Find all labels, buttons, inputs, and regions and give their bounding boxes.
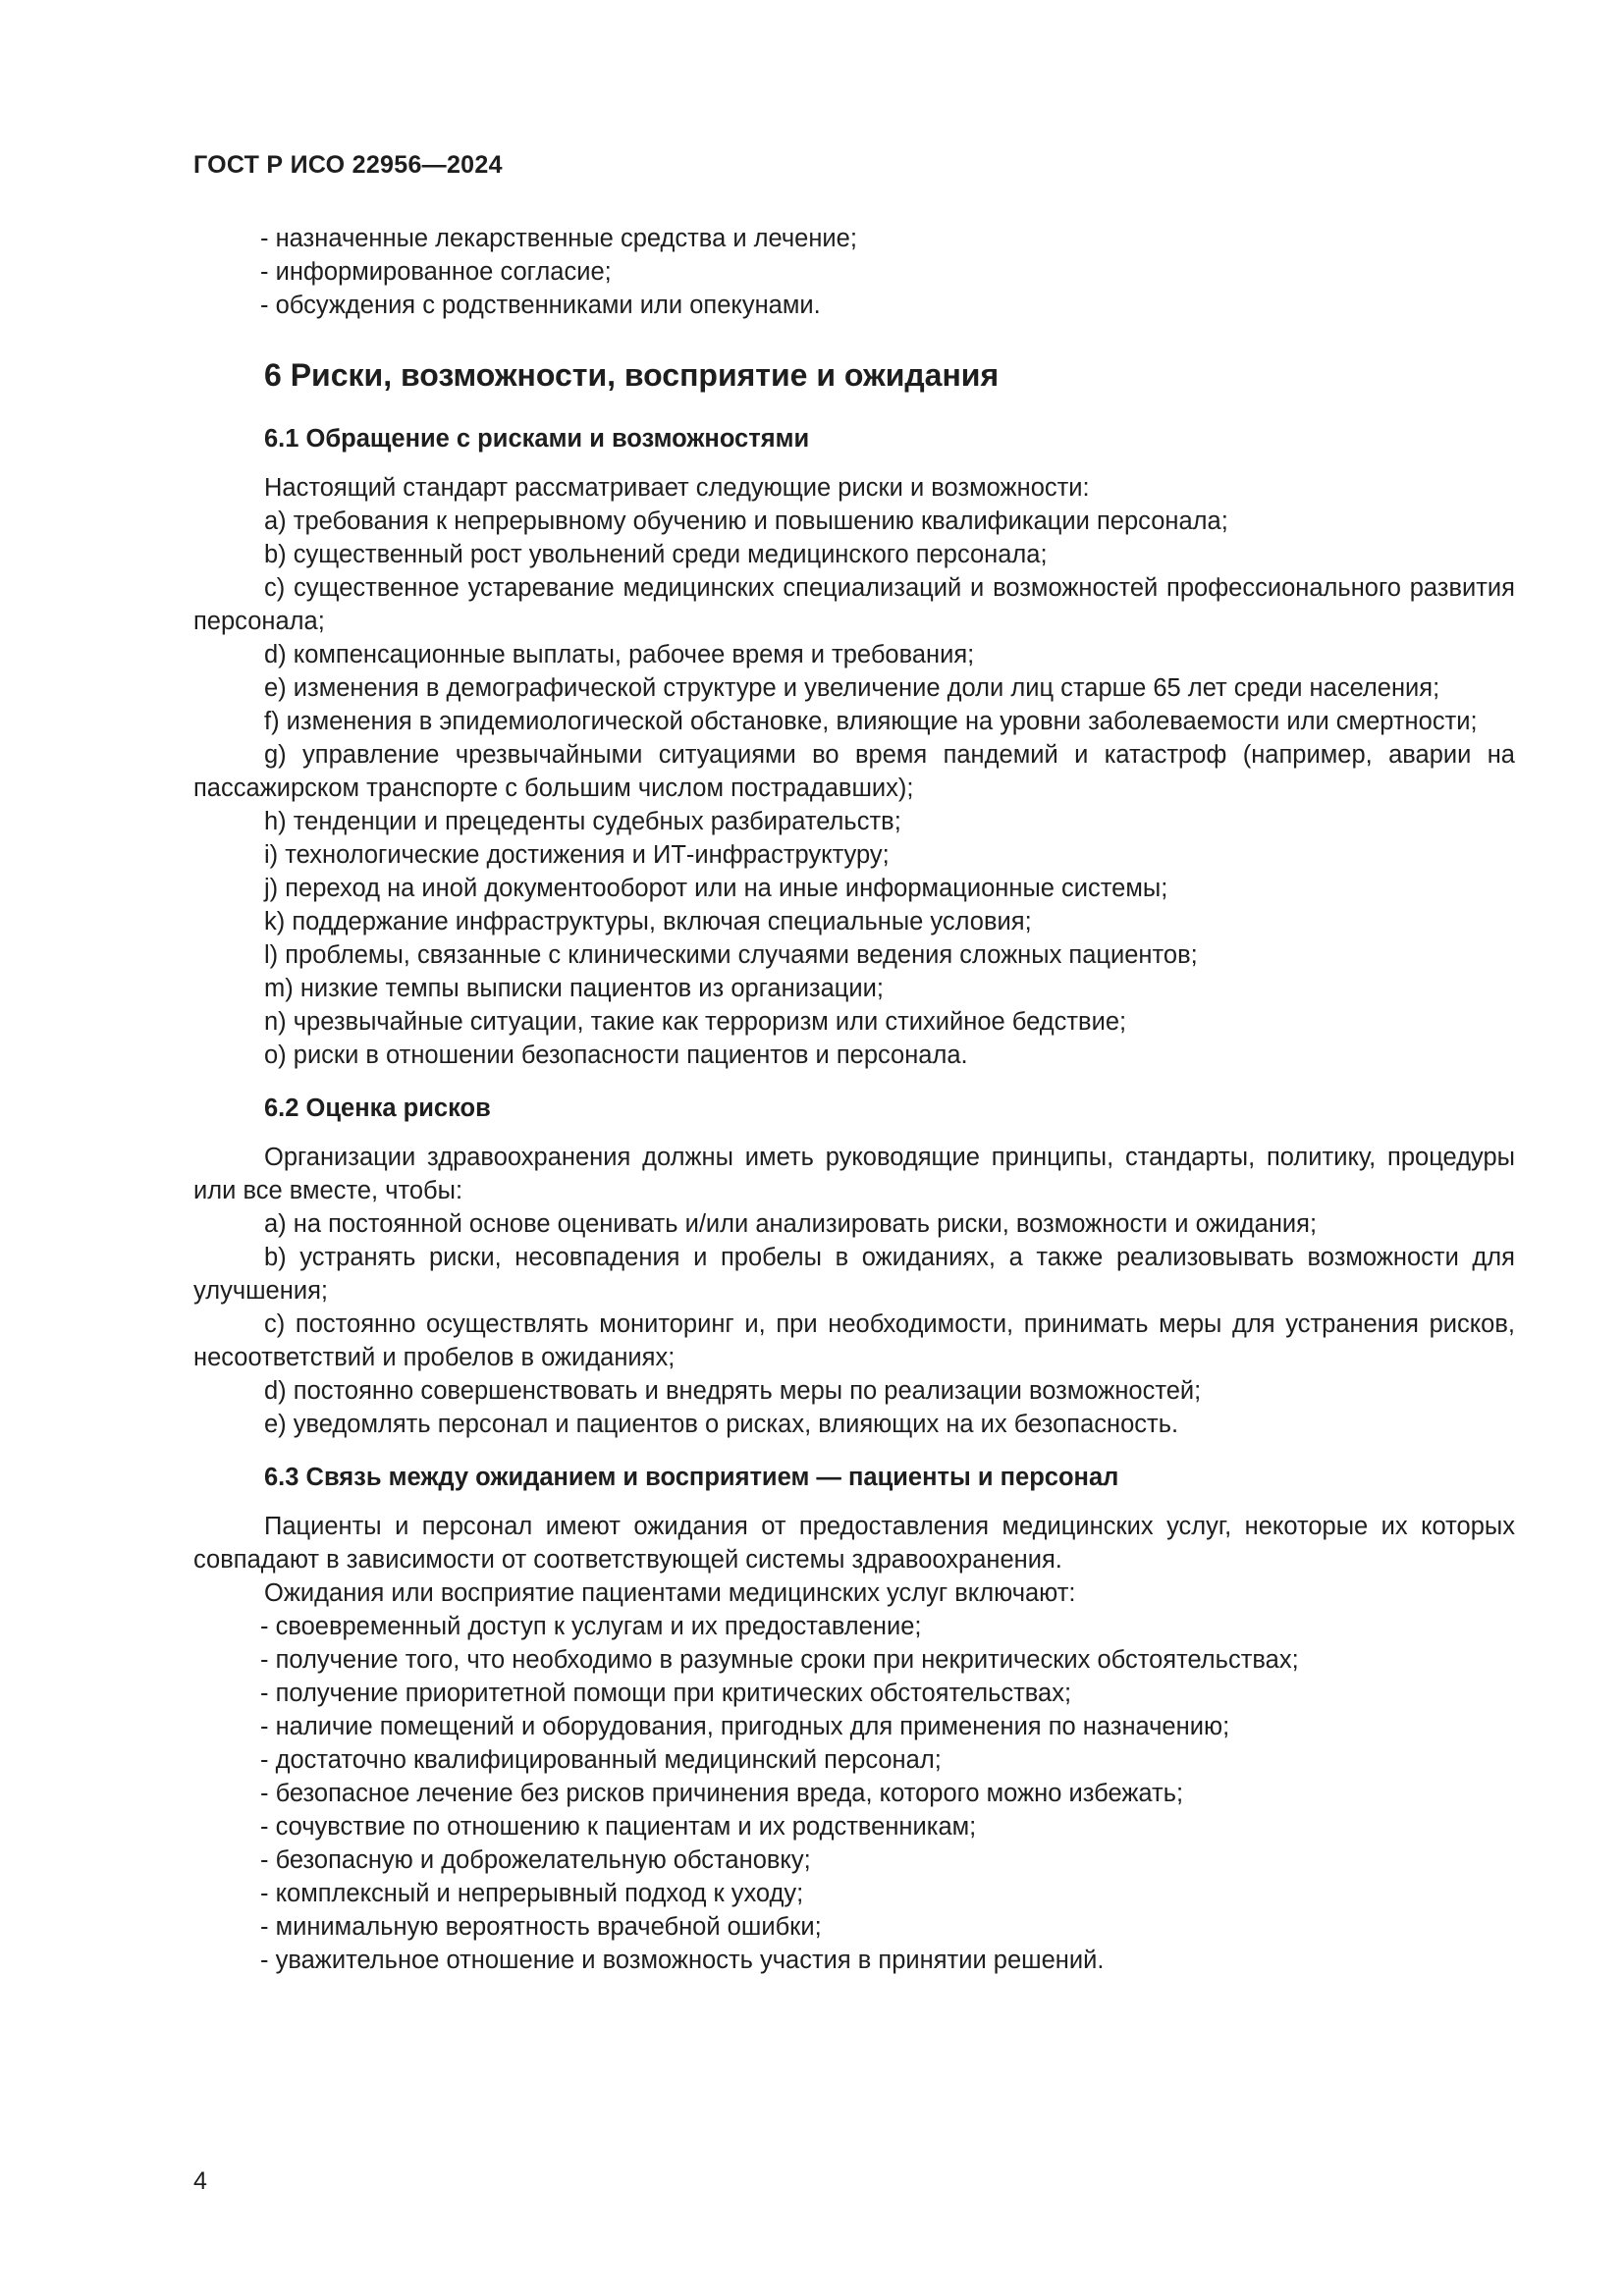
list-item: c) постоянно осуществлять мониторинг и, при необходимости, принимать меры для устранения рисков, несоответствий и пробелов в ожиданиях; [193, 1310, 1515, 1371]
page-number: 4 [193, 2167, 207, 2195]
list-item: d) компенсационные выплаты, рабочее время и требования; [264, 641, 975, 668]
section-heading: 6 Риски, возможности, восприятие и ожидания [264, 357, 1000, 393]
paragraph: Настоящий стандарт рассматривает следующие риски и возможности: [264, 474, 1090, 502]
list-item: - сочувствие по отношению к пациентам и их родственникам; [260, 1813, 977, 1841]
list-item: - информированное согласие; [260, 258, 612, 286]
document-header: ГОСТ Р ИСО 22956—2024 [193, 151, 503, 179]
list-item: i) технологические достижения и ИТ-инфраструктуру; [264, 841, 890, 869]
list-item: - комплексный и непрерывный подход к уходу; [260, 1880, 804, 1907]
paragraph: Ожидания или восприятие пациентами медицинских услуг включают: [264, 1579, 1076, 1607]
list-item: e) уведомлять персонал и пациентов о рисках, влияющих на их безопасность. [264, 1411, 1179, 1438]
list-item: c) существенное устаревание медицинских специализаций и возможностей профессионального развития персонала; [193, 574, 1515, 635]
list-item: e) изменения в демографической структуре и увеличение доли лиц старше 65 лет среди населения; [264, 674, 1440, 702]
list-item: d) постоянно совершенствовать и внедрять меры по реализации возможностей; [264, 1377, 1202, 1405]
subsection-heading: 6.3 Связь между ожиданием и восприятием — пациенты и персонал [264, 1464, 1119, 1491]
document-body [193, 222, 1515, 1977]
list-item: b) устранять риски, несовпадения и пробелы в ожиданиях, а также реализовывать возможности для улучшения; [193, 1244, 1515, 1305]
list-item: - безопасную и доброжелательную обстановку; [260, 1846, 811, 1874]
list-item: - безопасное лечение без рисков причинения вреда, которого можно избежать; [260, 1780, 1184, 1807]
list-item: n) чрезвычайные ситуации, такие как терроризм или стихийное бедствие; [264, 1008, 1127, 1036]
list-item: - обсуждения с родственниками или опекунами. [260, 292, 821, 319]
list-item: - получение того, что необходимо в разумные сроки при некритических обстоятельствах; [260, 1646, 1299, 1674]
list-item: m) низкие темпы выписки пациентов из организации; [264, 975, 884, 1002]
list-item: h) тенденции и прецеденты судебных разбирательств; [264, 808, 901, 835]
paragraph: Пациенты и персонал имеют ожидания от предоставления медицинских услуг, некоторые их которых совпадают в зависимости от соответствующей системы здравоохранения. [193, 1513, 1515, 1574]
list-item: - получение приоритетной помощи при критических обстоятельствах; [260, 1680, 1072, 1707]
list-item: l) проблемы, связанные с клиническими случаями ведения сложных пациентов; [264, 941, 1198, 969]
list-item: b) существенный рост увольнений среди медицинского персонала; [264, 541, 1048, 568]
list-item: k) поддержание инфраструктуры, включая специальные условия; [264, 908, 1032, 935]
list-item: o) риски в отношении безопасности пациентов и персонала. [264, 1041, 968, 1069]
list-item: - назначенные лекарственные средства и лечение; [260, 225, 857, 252]
subsection-heading: 6.1 Обращение с рисками и возможностями [264, 425, 810, 453]
list-item: a) на постоянной основе оценивать и/или анализировать риски, возможности и ожидания; [264, 1210, 1318, 1238]
list-item: g) управление чрезвычайными ситуациями во время пандемий и катастроф (например, аварии на пассажирском транспорте с большим числом пострадавших); [193, 741, 1515, 802]
list-item: - уважительное отношение и возможность участия в принятии решений. [260, 1947, 1105, 1974]
list-item: - своевременный доступ к услугам и их предоставление; [260, 1613, 922, 1640]
paragraph: Организации здравоохранения должны иметь руководящие принципы, стандарты, политику, процедуры или все вместе, чтобы: [193, 1144, 1515, 1204]
list-item: a) требования к непрерывному обучению и повышению квалификации персонала; [264, 507, 1228, 535]
list-item: - наличие помещений и оборудования, пригодных для применения по назначению; [260, 1713, 1230, 1740]
list-item: - достаточно квалифицированный медицинский персонал; [260, 1746, 942, 1774]
list-item: - минимальную вероятность врачебной ошибки; [260, 1913, 822, 1941]
list-item: f) изменения в эпидемиологической обстановке, влияющие на уровни заболеваемости или смертности; [264, 708, 1478, 735]
list-item: j) переход на иной документооборот или на иные информационные системы; [264, 875, 1168, 902]
subsection-heading: 6.2 Оценка рисков [264, 1095, 491, 1122]
